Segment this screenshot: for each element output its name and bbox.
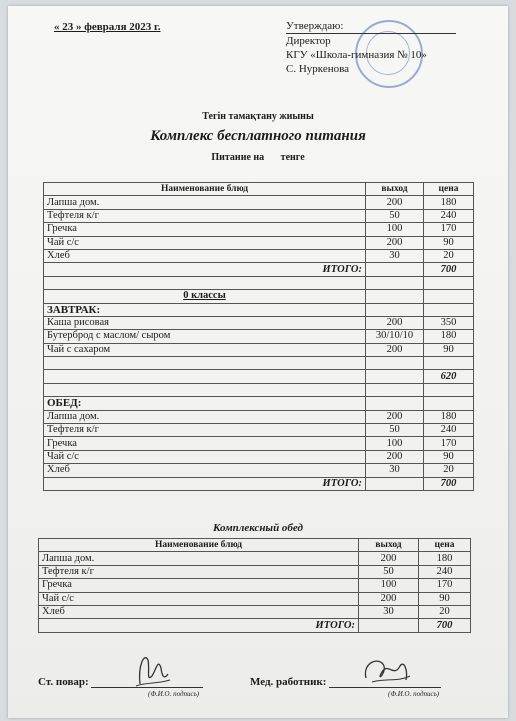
table-row — [44, 410, 474, 423]
column-header: Наименование блюд — [39, 539, 359, 552]
table-cell: 200 — [359, 552, 419, 565]
table-cell — [424, 276, 474, 289]
table-cell — [366, 276, 424, 289]
cook-sub: (Ф.И.О. подпись) — [148, 690, 200, 698]
table-header-row — [39, 539, 471, 552]
table-cell: Хлеб — [39, 605, 359, 618]
table-row — [44, 357, 474, 370]
table-cell — [366, 370, 424, 383]
table-cell: 30 — [366, 249, 424, 262]
menu-table — [43, 182, 474, 491]
table-cell: 30 — [359, 605, 419, 618]
table-cell: Лапша дом. — [44, 196, 366, 209]
table-cell: 200 — [366, 450, 424, 463]
table-cell: Тефтеля к/г — [39, 565, 359, 578]
table-cell: 30/10/10 — [366, 330, 424, 343]
table-cell: ИТОГО: — [44, 477, 366, 490]
table-row — [44, 316, 474, 329]
table-cell — [424, 290, 474, 303]
table-cell — [359, 619, 419, 632]
table-cell: 50 — [366, 424, 424, 437]
table-cell: 90 — [424, 236, 474, 249]
table-cell: 90 — [424, 343, 474, 356]
approval-line: КГУ «Школа-гимназия № 10» — [286, 49, 427, 61]
table-row — [44, 276, 474, 289]
subtitle — [0, 152, 516, 163]
table-cell: 30 — [366, 464, 424, 477]
table-cell: 50 — [366, 209, 424, 222]
subtitle-currency: тенге — [280, 152, 305, 163]
approval-block — [286, 19, 456, 76]
table-cell: 20 — [419, 605, 471, 618]
table-cell: 200 — [366, 316, 424, 329]
table-cell: Тефтеля к/г — [44, 209, 366, 222]
table-cell: 240 — [424, 424, 474, 437]
table-cell: ЗАВТРАК: — [44, 303, 366, 316]
table-cell: 700 — [424, 477, 474, 490]
complex-table — [38, 538, 471, 633]
table-cell — [366, 263, 424, 276]
table-cell: 170 — [419, 579, 471, 592]
main-title: Комплекс бесплатного питания — [150, 128, 366, 144]
table-row — [39, 579, 471, 592]
approval-line: Директор — [286, 35, 331, 47]
table-cell: 200 — [359, 592, 419, 605]
table-row — [39, 552, 471, 565]
table-cell: 200 — [366, 236, 424, 249]
table-row — [44, 223, 474, 236]
approval-line: Утверждаю: — [286, 19, 456, 34]
table-cell: Хлеб — [44, 464, 366, 477]
table-row — [44, 397, 474, 410]
table-cell: ОБЕД: — [44, 397, 366, 410]
table-cell — [44, 383, 366, 396]
table-cell: 180 — [424, 410, 474, 423]
table-cell: Чай с/с — [44, 450, 366, 463]
table-row — [44, 343, 474, 356]
table-cell: 240 — [419, 565, 471, 578]
table-cell: ИТОГО: — [44, 263, 366, 276]
table-cell — [44, 276, 366, 289]
table-row — [44, 236, 474, 249]
table-cell: Чай с/с — [39, 592, 359, 605]
table-cell: 700 — [419, 619, 471, 632]
table-cell — [366, 397, 424, 410]
kazakh-title: Тегін тамақтану жиыны — [202, 111, 314, 122]
column-header: цена — [424, 183, 474, 196]
table-cell: 180 — [419, 552, 471, 565]
table-row — [39, 605, 471, 618]
cook-label: Ст. повар: — [38, 676, 89, 688]
table-cell — [366, 303, 424, 316]
table-row — [39, 619, 471, 632]
table-cell: Гречка — [39, 579, 359, 592]
table-row — [44, 263, 474, 276]
table-cell: ИТОГО: — [39, 619, 359, 632]
table-cell: Тефтеля к/г — [44, 424, 366, 437]
med-label: Мед. работник: — [250, 676, 327, 688]
table-cell: 200 — [366, 410, 424, 423]
table-row — [44, 450, 474, 463]
table-row — [44, 330, 474, 343]
table-cell: 20 — [424, 249, 474, 262]
table-cell — [44, 370, 366, 383]
table-cell: Бутерброд с маслом/ сыром — [44, 330, 366, 343]
table-row — [44, 209, 474, 222]
table-cell: Гречка — [44, 223, 366, 236]
table-cell: Хлеб — [44, 249, 366, 262]
table-cell — [424, 357, 474, 370]
table-cell: Чай с/с — [44, 236, 366, 249]
table-cell: Лапша дом. — [44, 410, 366, 423]
table-cell: 700 — [424, 263, 474, 276]
table-cell: 350 — [424, 316, 474, 329]
table-cell — [366, 290, 424, 303]
document-date: « 23 » февраля 2023 г. — [54, 21, 161, 33]
table-row — [44, 249, 474, 262]
table-cell — [424, 397, 474, 410]
table-cell: Гречка — [44, 437, 366, 450]
table-row — [44, 303, 474, 316]
handwritten-signature-icon — [128, 646, 174, 690]
table-cell — [424, 303, 474, 316]
table-cell: 240 — [424, 209, 474, 222]
table-header-row — [44, 183, 474, 196]
table-cell: 100 — [366, 437, 424, 450]
column-header: выход — [359, 539, 419, 552]
table-row — [44, 437, 474, 450]
table-cell: 100 — [366, 223, 424, 236]
cook-signature — [38, 676, 203, 688]
table-cell: 180 — [424, 196, 474, 209]
column-header: выход — [366, 183, 424, 196]
table-cell: 170 — [424, 437, 474, 450]
table-cell — [424, 383, 474, 396]
table-cell — [366, 477, 424, 490]
table-row — [44, 464, 474, 477]
table-cell: 90 — [419, 592, 471, 605]
table-cell: Чай с сахаром — [44, 343, 366, 356]
column-header: Наименование блюд — [44, 183, 366, 196]
table-cell: 90 — [424, 450, 474, 463]
table-cell — [44, 357, 366, 370]
handwritten-signature-icon — [358, 652, 414, 692]
table-cell: 20 — [424, 464, 474, 477]
table-cell — [366, 357, 424, 370]
table-row — [44, 477, 474, 490]
table-row — [44, 424, 474, 437]
column-header: цена — [419, 539, 471, 552]
table-row — [44, 290, 474, 303]
subtitle-prefix: Питание на — [211, 152, 265, 163]
table-cell: 50 — [359, 565, 419, 578]
approval-line: С. Нуркенова — [286, 63, 350, 75]
complex-lunch-title: Комплексный обед — [212, 522, 303, 534]
table-row — [44, 383, 474, 396]
table-cell: 0 классы — [44, 290, 366, 303]
med-sub: (Ф.И.О. подпись) — [388, 690, 440, 698]
table-cell: 200 — [366, 343, 424, 356]
table-row — [39, 592, 471, 605]
table-cell — [366, 383, 424, 396]
table-cell: 200 — [366, 196, 424, 209]
table-cell: 620 — [424, 370, 474, 383]
table-row — [44, 370, 474, 383]
table-row — [44, 196, 474, 209]
table-cell: 100 — [359, 579, 419, 592]
table-row — [39, 565, 471, 578]
table-cell: Лапша дом. — [39, 552, 359, 565]
table-cell: 180 — [424, 330, 474, 343]
table-cell: Каша рисовая — [44, 316, 366, 329]
table-cell: 170 — [424, 223, 474, 236]
